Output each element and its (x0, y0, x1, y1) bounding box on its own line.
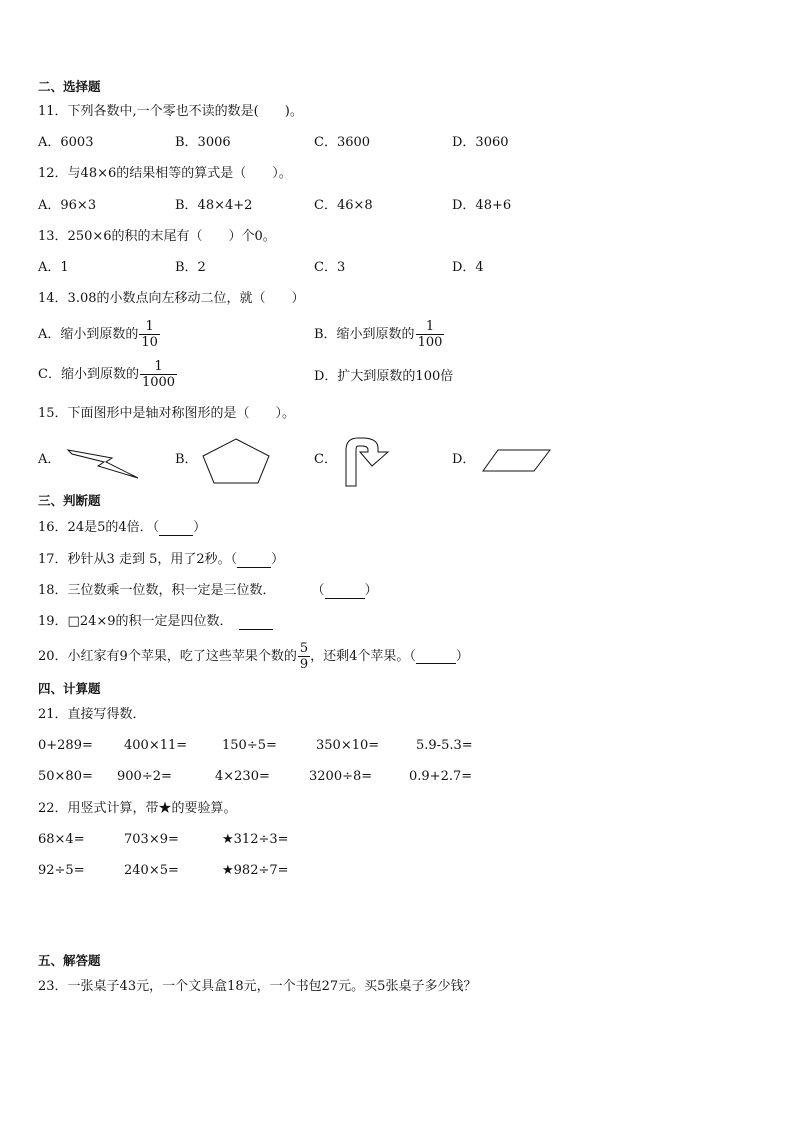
question-19 (38, 614, 273, 630)
fraction (416, 319, 445, 350)
fraction-denominator: 1000 (141, 375, 176, 390)
question-21-stem: 21．直接写得数． (38, 707, 146, 722)
q22-item: ★982÷7= (222, 863, 289, 878)
answer-blank[interactable] (159, 522, 193, 536)
question-20 (38, 641, 469, 673)
fraction-denominator: 10 (141, 335, 158, 350)
fraction (298, 641, 310, 672)
q21-item: 400×11= (124, 738, 188, 753)
fraction-numerator: 1 (425, 319, 435, 334)
question-17 (38, 552, 284, 568)
question-18 (38, 583, 378, 599)
answer-blank[interactable] (239, 616, 273, 630)
question-15-stem: 15．下面图形中是轴对称图形的是（ ）。 (38, 406, 296, 421)
q22-item: 92÷5= (38, 863, 85, 878)
q21-item: 4×230= (215, 769, 270, 784)
q18-text: 18．三位数乘一位数，积一定是三位数． (38, 583, 276, 598)
q14-option-c (38, 359, 177, 391)
section-heading-choice: 二、选择题 (38, 79, 101, 94)
fraction-numerator: 1 (145, 319, 154, 334)
q12-option-b: B．48×4+2 (175, 198, 253, 213)
q14-option-c-text: C．缩小到原数的 (38, 367, 139, 382)
q21-item: 350×10= (316, 738, 380, 753)
q16-text: 16．24是5的4倍．（ (38, 520, 160, 535)
fraction (139, 319, 160, 350)
section-heading-word-problems: 五、解答题 (38, 953, 101, 968)
fraction-numerator: 5 (299, 641, 309, 656)
fraction-denominator: 100 (417, 335, 443, 350)
question-14-stem: 14．3.08的小数点向左移动二位，就（ ） (38, 291, 305, 306)
fraction (140, 359, 177, 390)
q22-item: ★312÷3= (222, 832, 289, 847)
q15-label-a: A． (38, 452, 61, 467)
answer-blank[interactable] (237, 554, 271, 568)
fraction-numerator: 1 (154, 359, 163, 374)
q17-text: 17．秒针从3 走到 5，用了2秒。（ (38, 552, 238, 567)
q18-close: ） (364, 583, 378, 598)
q19-text: 19．□24×9的积一定是四位数． (38, 614, 233, 629)
question-22-stem: 22．用竖式计算，带★的要验算。 (38, 801, 237, 816)
q11-option-d: D．3060 (452, 135, 509, 150)
answer-blank[interactable] (325, 585, 365, 599)
q13-option-d: D．4 (452, 260, 484, 275)
q13-option-b: B．2 (175, 260, 206, 275)
q15-label-b: B． (175, 452, 198, 467)
q11-option-a: A．6003 (38, 135, 94, 150)
question-12-stem: 12．与48×6的结果相等的算式是（ ）。 (38, 166, 292, 181)
q12-option-c: C．46×8 (314, 198, 373, 213)
q20-post: ，还剩4个苹果。（ (310, 649, 416, 664)
pentagon-icon (202, 437, 272, 487)
q20-close: ） (455, 649, 469, 664)
q18-open: （ (311, 583, 325, 598)
q21-item: 0+289= (38, 738, 93, 753)
q14-option-b (314, 319, 444, 351)
q11-option-b: B．3006 (175, 135, 231, 150)
q15-label-d: D． (452, 452, 476, 467)
q20-pre: 20．小红家有9个苹果，吃了这些苹果个数的 (38, 649, 297, 664)
q21-item: 150÷5= (222, 738, 277, 753)
lightning-icon (66, 440, 142, 482)
q17-close: ） (271, 552, 285, 567)
fraction-denominator: 9 (299, 657, 309, 672)
question-13-stem: 13．250×6的积的末尾有（ ）个0。 (38, 229, 276, 244)
q14-option-a-text: A．缩小到原数的 (38, 327, 139, 342)
q14-option-a (38, 319, 160, 351)
q11-option-c: C．3600 (314, 135, 371, 150)
parallelogram-icon (482, 448, 554, 474)
q22-item: 240×5= (124, 863, 179, 878)
q12-option-d: D．48+6 (452, 198, 512, 213)
q13-option-c: C．3 (314, 260, 346, 275)
q21-item: 3200÷8= (309, 769, 373, 784)
q14-option-d: D．扩大到原数的100倍 (314, 369, 454, 384)
section-heading-calculation: 四、计算题 (38, 681, 101, 696)
q13-option-a: A．1 (38, 260, 69, 275)
q21-item: 50×80= (38, 769, 93, 784)
question-16 (38, 520, 206, 536)
question-11-stem: 11．下列各数中,一个零也不读的数是( )。 (38, 104, 303, 119)
q22-item: 68×4= (38, 832, 85, 847)
answer-blank[interactable] (416, 650, 456, 664)
q21-item: 900÷2= (117, 769, 172, 784)
question-23-stem: 23．一张桌子43元，一个文具盒18元，一个书包27元。买5张桌子多少钱？ (38, 979, 477, 994)
q15-label-c: C． (314, 452, 337, 467)
q21-item: 0.9+2.7= (409, 769, 473, 784)
section-heading-judgement: 三、判断题 (38, 493, 101, 508)
u-turn-arrow-icon (340, 434, 400, 490)
q16-close: ） (193, 520, 207, 535)
q22-item: 703×9= (124, 832, 179, 847)
q12-option-a: A．96×3 (38, 198, 97, 213)
q21-item: 5.9-5.3= (416, 738, 473, 753)
q14-option-b-text: B．缩小到原数的 (314, 327, 415, 342)
